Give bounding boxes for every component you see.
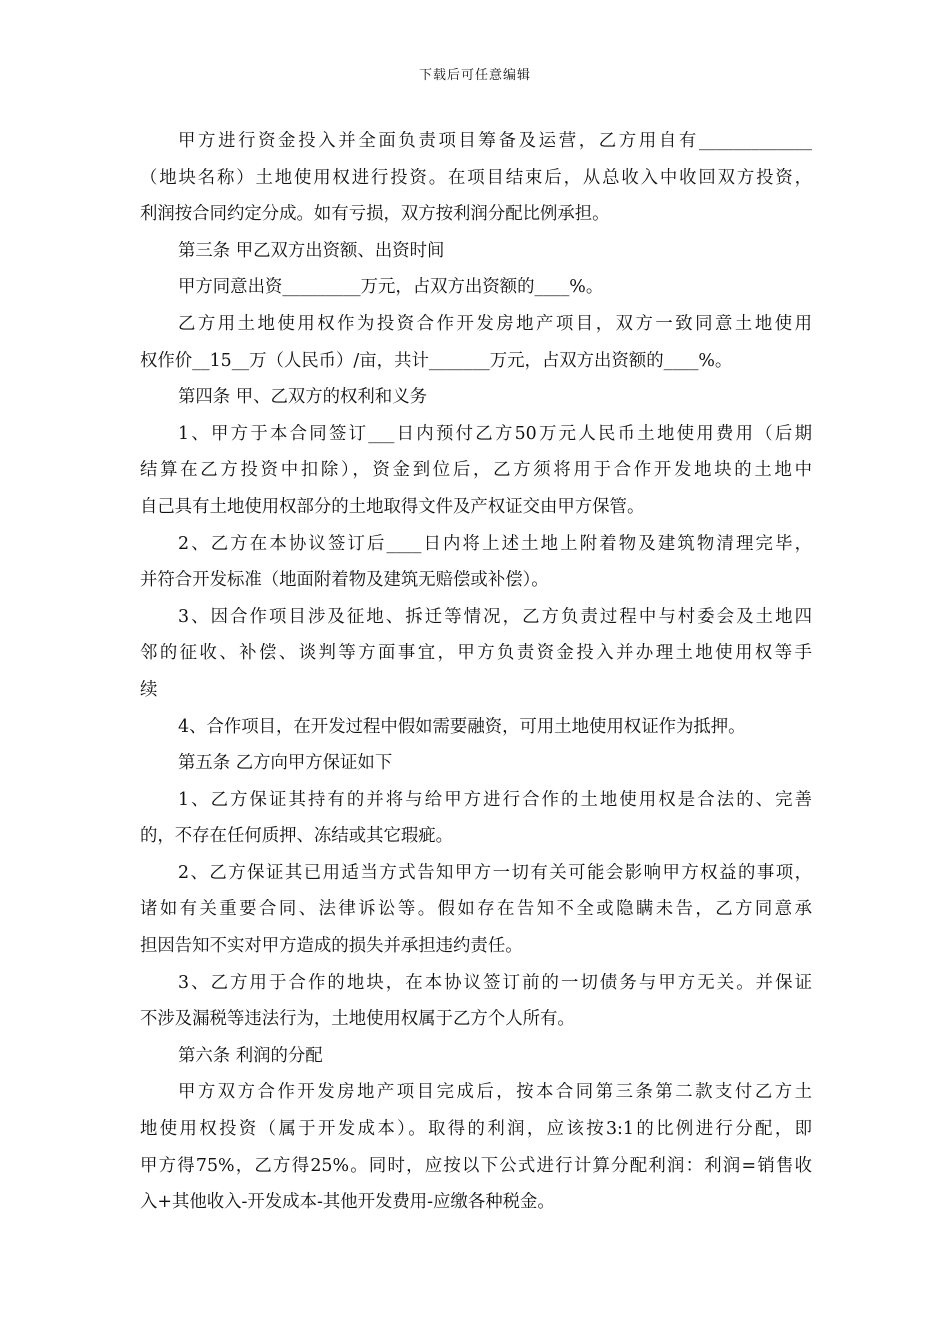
text-line: 担因告知不实对甲方造成的损失并承担违约责任。 xyxy=(140,936,523,957)
text-line: 续 xyxy=(140,679,158,700)
text-line: 邻的征收、补偿、谈判等方面事宜，甲方负责资金投入并办理土地使用权等手 xyxy=(140,643,812,664)
text-line: 第六条 利润的分配 xyxy=(178,1045,323,1066)
text-line: （地块名称）土地使用权进行投资。在项目结束后，从总收入中收回双方投资， xyxy=(140,167,812,188)
text-line: 3、因合作项目涉及征地、拆迁等情况，乙方负责过程中与村委会及土地四 xyxy=(178,606,812,627)
text-line: 第四条 甲、乙双方的权利和义务 xyxy=(178,387,427,408)
text-line: 乙方用土地使用权作为投资合作开发房地产项目，双方一致同意土地使用 xyxy=(178,313,812,334)
text-line: 诸如有关重要合同、法律诉讼等。假如存在告知不全或隐瞒未告，乙方同意承 xyxy=(140,899,812,920)
text-line: 自己具有土地使用权部分的土地取得文件及产权证交由甲方保管。 xyxy=(140,496,645,517)
text-line: 4、合作项目，在开发过程中假如需要融资，可用土地使用权证作为抵押。 xyxy=(178,716,746,737)
text-line: 利润按合同约定分成。如有亏损，双方按利润分配比例承担。 xyxy=(140,204,610,225)
text-line: 甲方得75%，乙方得25%。同时，应按以下公式进行计算分配利润：利润=销售收 xyxy=(140,1155,812,1176)
text-line: 权作价__15__万（人民币）/亩，共计_______万元，占双方出资额的____%。 xyxy=(140,350,733,371)
text-line: 第三条 甲乙双方出资额、出资时间 xyxy=(178,240,445,261)
text-line: 第五条 乙方向甲方保证如下 xyxy=(178,753,393,774)
text-line: 结算在乙方投资中扣除），资金到位后，乙方须将用于合作开发地块的土地中 xyxy=(140,460,812,481)
text-line: 的，不存在任何质押、冻结或其它瑕疵。 xyxy=(140,826,454,847)
text-line: 1、甲方于本合同签订___日内预付乙方50万元人民币土地使用费用（后期 xyxy=(178,423,812,444)
document-body xyxy=(140,123,812,1221)
text-line: 并符合开发标准（地面附着物及建筑无赔偿或补偿）。 xyxy=(140,570,549,591)
text-line: 2、乙方在本协议签订后____日内将上述土地上附着物及建筑物清理完毕， xyxy=(178,533,812,554)
text-line: 甲方同意出资_________万元，占双方出资额的____%。 xyxy=(178,277,604,298)
text-line: 甲方进行资金投入并全面负责项目筹备及运营，乙方用自有_____________ xyxy=(178,131,812,151)
text-line: 不涉及漏税等违法行为，土地使用权属于乙方个人所有。 xyxy=(140,1009,575,1030)
page-header: 下载后可任意编辑 xyxy=(418,68,531,83)
text-line: 2、乙方保证其已用适当方式告知甲方一切有关可能会影响甲方权益的事项， xyxy=(178,862,812,883)
text-line: 地使用权投资（属于开发成本）。取得的利润，应该按3:1的比例进行分配，即 xyxy=(140,1119,812,1140)
text-line: 3、乙方用于合作的地块，在本协议签订前的一切债务与甲方无关。并保证 xyxy=(178,972,812,993)
text-line: 1、乙方保证其持有的并将与给甲方进行合作的土地使用权是合法的、完善 xyxy=(178,789,812,810)
text-line: 甲方双方合作开发房地产项目完成后，按本合同第三条第二款支付乙方土 xyxy=(178,1082,812,1103)
text-line: 入+其他收入-开发成本-其他开发费用-应缴各种税金。 xyxy=(140,1192,555,1213)
